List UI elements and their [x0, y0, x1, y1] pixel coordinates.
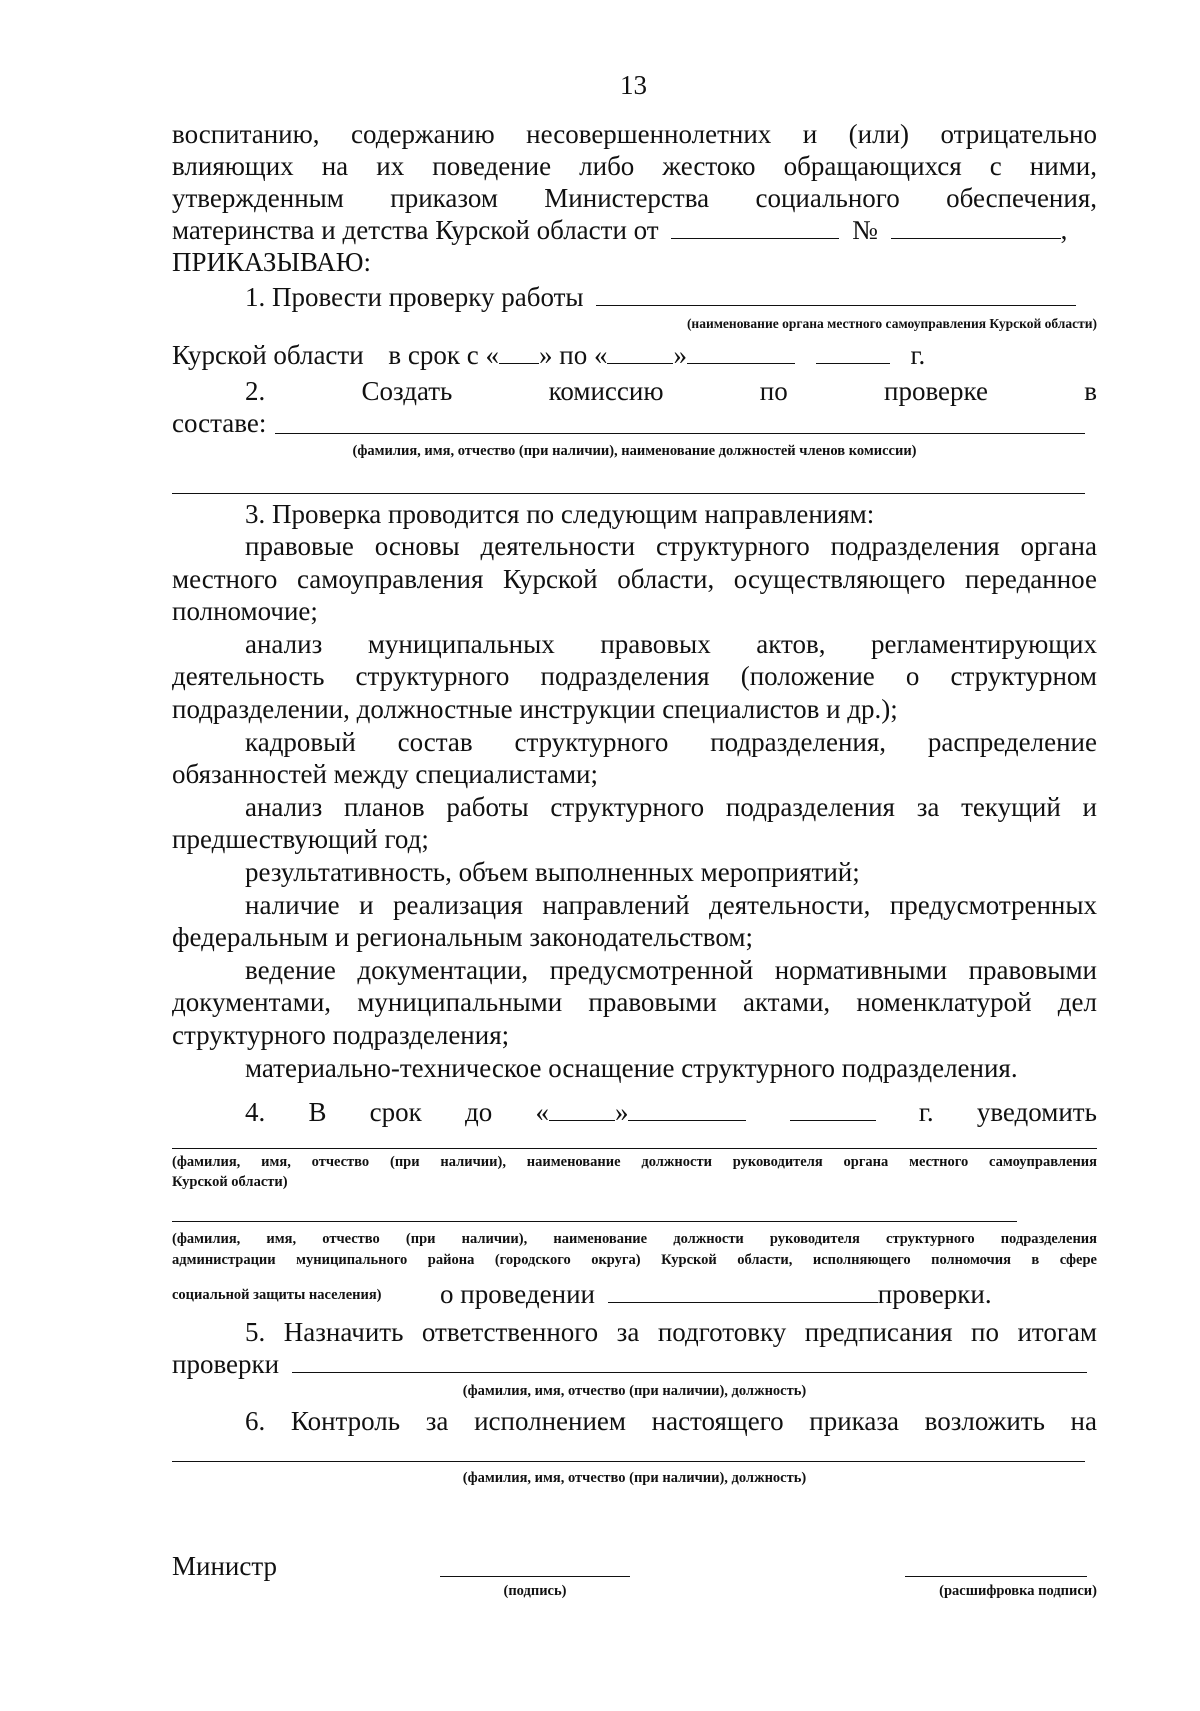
item3-heading: 3. Проверка проводится по следующим направлениям: [245, 499, 875, 529]
item6-line1: 6. Контроль за исполнением настоящего приказа возложить на [245, 1406, 1097, 1436]
intro-comma: , [1060, 215, 1068, 245]
period-start-day-blank [499, 339, 539, 364]
item4-notify: уведомить [976, 1097, 1097, 1127]
item1-period-close: » [673, 340, 687, 370]
item4-caption2-line2: администрации муниципального района (городского округа) Курской области, исполняющего полномочия в сфере [172, 1252, 1097, 1268]
item3-line: документами, муниципальными правовыми актами, номенклатурой дел [172, 987, 1097, 1017]
item6-caption: (фамилия, имя, отчество (при наличии), должность) [462, 1470, 807, 1486]
item3-line: обязанностей между специалистами; [172, 759, 598, 789]
item1-year-mark: г. [910, 340, 926, 370]
item5-line1: 5. Назначить ответственного за подготовку предписания по итогам [245, 1317, 1097, 1347]
item4-word-in: В [308, 1097, 327, 1127]
responsible-blank [292, 1348, 1087, 1373]
item3-line: структурного подразделения; [172, 1020, 510, 1050]
number-blank [891, 214, 1061, 239]
item3-line: полномочие; [172, 596, 318, 626]
item3-line: правовые основы деятельности структурного подразделения органа [245, 531, 1097, 561]
item1-period-mid: » по « [539, 340, 608, 370]
item3-line: анализ планов работы структурного подразделения за текущий и [245, 792, 1097, 822]
item2-composition-line [172, 407, 1097, 439]
item3-line: наличие и реализация направлений деятельности, предусмотренных [245, 890, 1097, 920]
item4-line [245, 1096, 1097, 1128]
item3-line: федеральным и региональным законодательством; [172, 922, 753, 952]
item1-organ-blank [596, 281, 1076, 306]
item1-text: 1. Провести проверку работы [245, 282, 584, 312]
item2-word-4: по [759, 376, 788, 406]
item1-period-line [172, 339, 1097, 371]
item3-line: предшествующий год; [172, 824, 429, 854]
item3-line: ведение документации, предусмотренной нормативными правовыми [245, 955, 1097, 985]
item2-word-5: проверке [884, 376, 988, 406]
item2-word-2: Создать [361, 376, 453, 406]
notify-head-blank-line [172, 1148, 1097, 1149]
item3-line: кадровый состав структурного подразделения, распределение [245, 727, 1097, 757]
notify-unit-head-blank-line [172, 1221, 1017, 1222]
item4-word-term: срок [369, 1097, 422, 1127]
item5-caption: (фамилия, имя, отчество (при наличии), должность) [462, 1383, 807, 1399]
period-end-year-blank [816, 339, 890, 364]
item2-composition: составе: [172, 408, 267, 438]
item5-line2 [172, 1348, 1097, 1380]
intro-line-2: влияющих на их поведение либо жестоко обращающихся с ними, [172, 151, 1097, 181]
item3-line: материально-техническое оснащение структурного подразделения. [245, 1053, 1018, 1083]
item1-caption: (наименование органа местного самоуправления Курской области) [686, 316, 1097, 331]
composition-blank-line [275, 433, 1085, 434]
item4-date-group [535, 1096, 746, 1128]
notify-year-blank [790, 1096, 876, 1121]
intro-line-4 [172, 214, 1097, 246]
intro-line-1: воспитанию, содержанию несовершеннолетних и (или) отрицательно [172, 119, 1097, 149]
intro-line-4-text: материнства и детства Курской области от [172, 215, 659, 245]
item4-caption2-line3: социальной защиты населения) [172, 1287, 382, 1303]
period-end-month-blank [687, 339, 795, 364]
signature-decode-blank-line [905, 1576, 1087, 1577]
item4-caption1-line2: Курской области) [172, 1174, 288, 1190]
number-sign: № [852, 215, 878, 245]
item4-about: о проведении [440, 1279, 595, 1309]
item2-word-1: 2. [245, 376, 266, 406]
composition-blank-line-2 [172, 493, 1085, 494]
notify-day-blank [549, 1096, 615, 1121]
item3-line: деятельность структурного подразделения (положение о структурном [172, 661, 1097, 691]
notify-month-blank [628, 1096, 746, 1121]
item4-word-until: до [464, 1097, 493, 1127]
item4-num: 4. [245, 1097, 266, 1127]
item2-caption: (фамилия, имя, отчество (при наличии), наименование должностей членов комиссии) [352, 443, 917, 459]
item4-caption2-line1: (фамилия, имя, отчество (при наличии), наименование должности руководителя структурного подразделения [172, 1231, 1097, 1247]
intro-line-3: утвержденным приказом Министерства социального обеспечения, [172, 183, 1097, 213]
signature-title: Министр [172, 1551, 277, 1581]
signature-blank-line [440, 1576, 630, 1577]
item3-line: местного самоуправления Курской области, осуществляющего переданное [172, 564, 1097, 594]
item4-caption1-line1: (фамилия, имя, отчество (при наличии), наименование должности руководителя органа местного самоуправления [172, 1154, 1097, 1170]
item3-line: результативность, объем выполненных мероприятий; [245, 857, 860, 887]
item5-check-word: проверки [172, 1349, 280, 1379]
order-word: ПРИКАЗЫВАЮ: [172, 247, 371, 277]
signature-decode-caption: (расшифровка подписи) [939, 1583, 1097, 1599]
date-blank [671, 214, 839, 239]
item1-period-from: в срок с « [388, 340, 500, 370]
item1-line2-start: Курской области [172, 340, 364, 370]
control-blank-line [172, 1461, 1085, 1462]
item4-about-line [440, 1278, 1100, 1310]
signature-caption: (подпись) [503, 1583, 567, 1599]
item3-line: анализ муниципальных правовых актов, регламентирующих [245, 629, 1097, 659]
item2-line [245, 375, 1097, 407]
page-number: 13 [620, 70, 647, 100]
inspection-name-blank [608, 1278, 878, 1303]
item4-year-mark: г. [918, 1097, 934, 1127]
item2-word-6: в [1084, 376, 1097, 406]
item2-word-3: комиссию [548, 376, 664, 406]
item3-line: подразделении, должностные инструкции специалистов и др.); [172, 694, 898, 724]
item4-quote-open: « [535, 1097, 549, 1127]
item1-line [245, 281, 1097, 313]
item4-quote-close: » [614, 1097, 629, 1127]
item4-check: проверки. [877, 1279, 992, 1309]
period-end-day-blank [607, 339, 673, 364]
